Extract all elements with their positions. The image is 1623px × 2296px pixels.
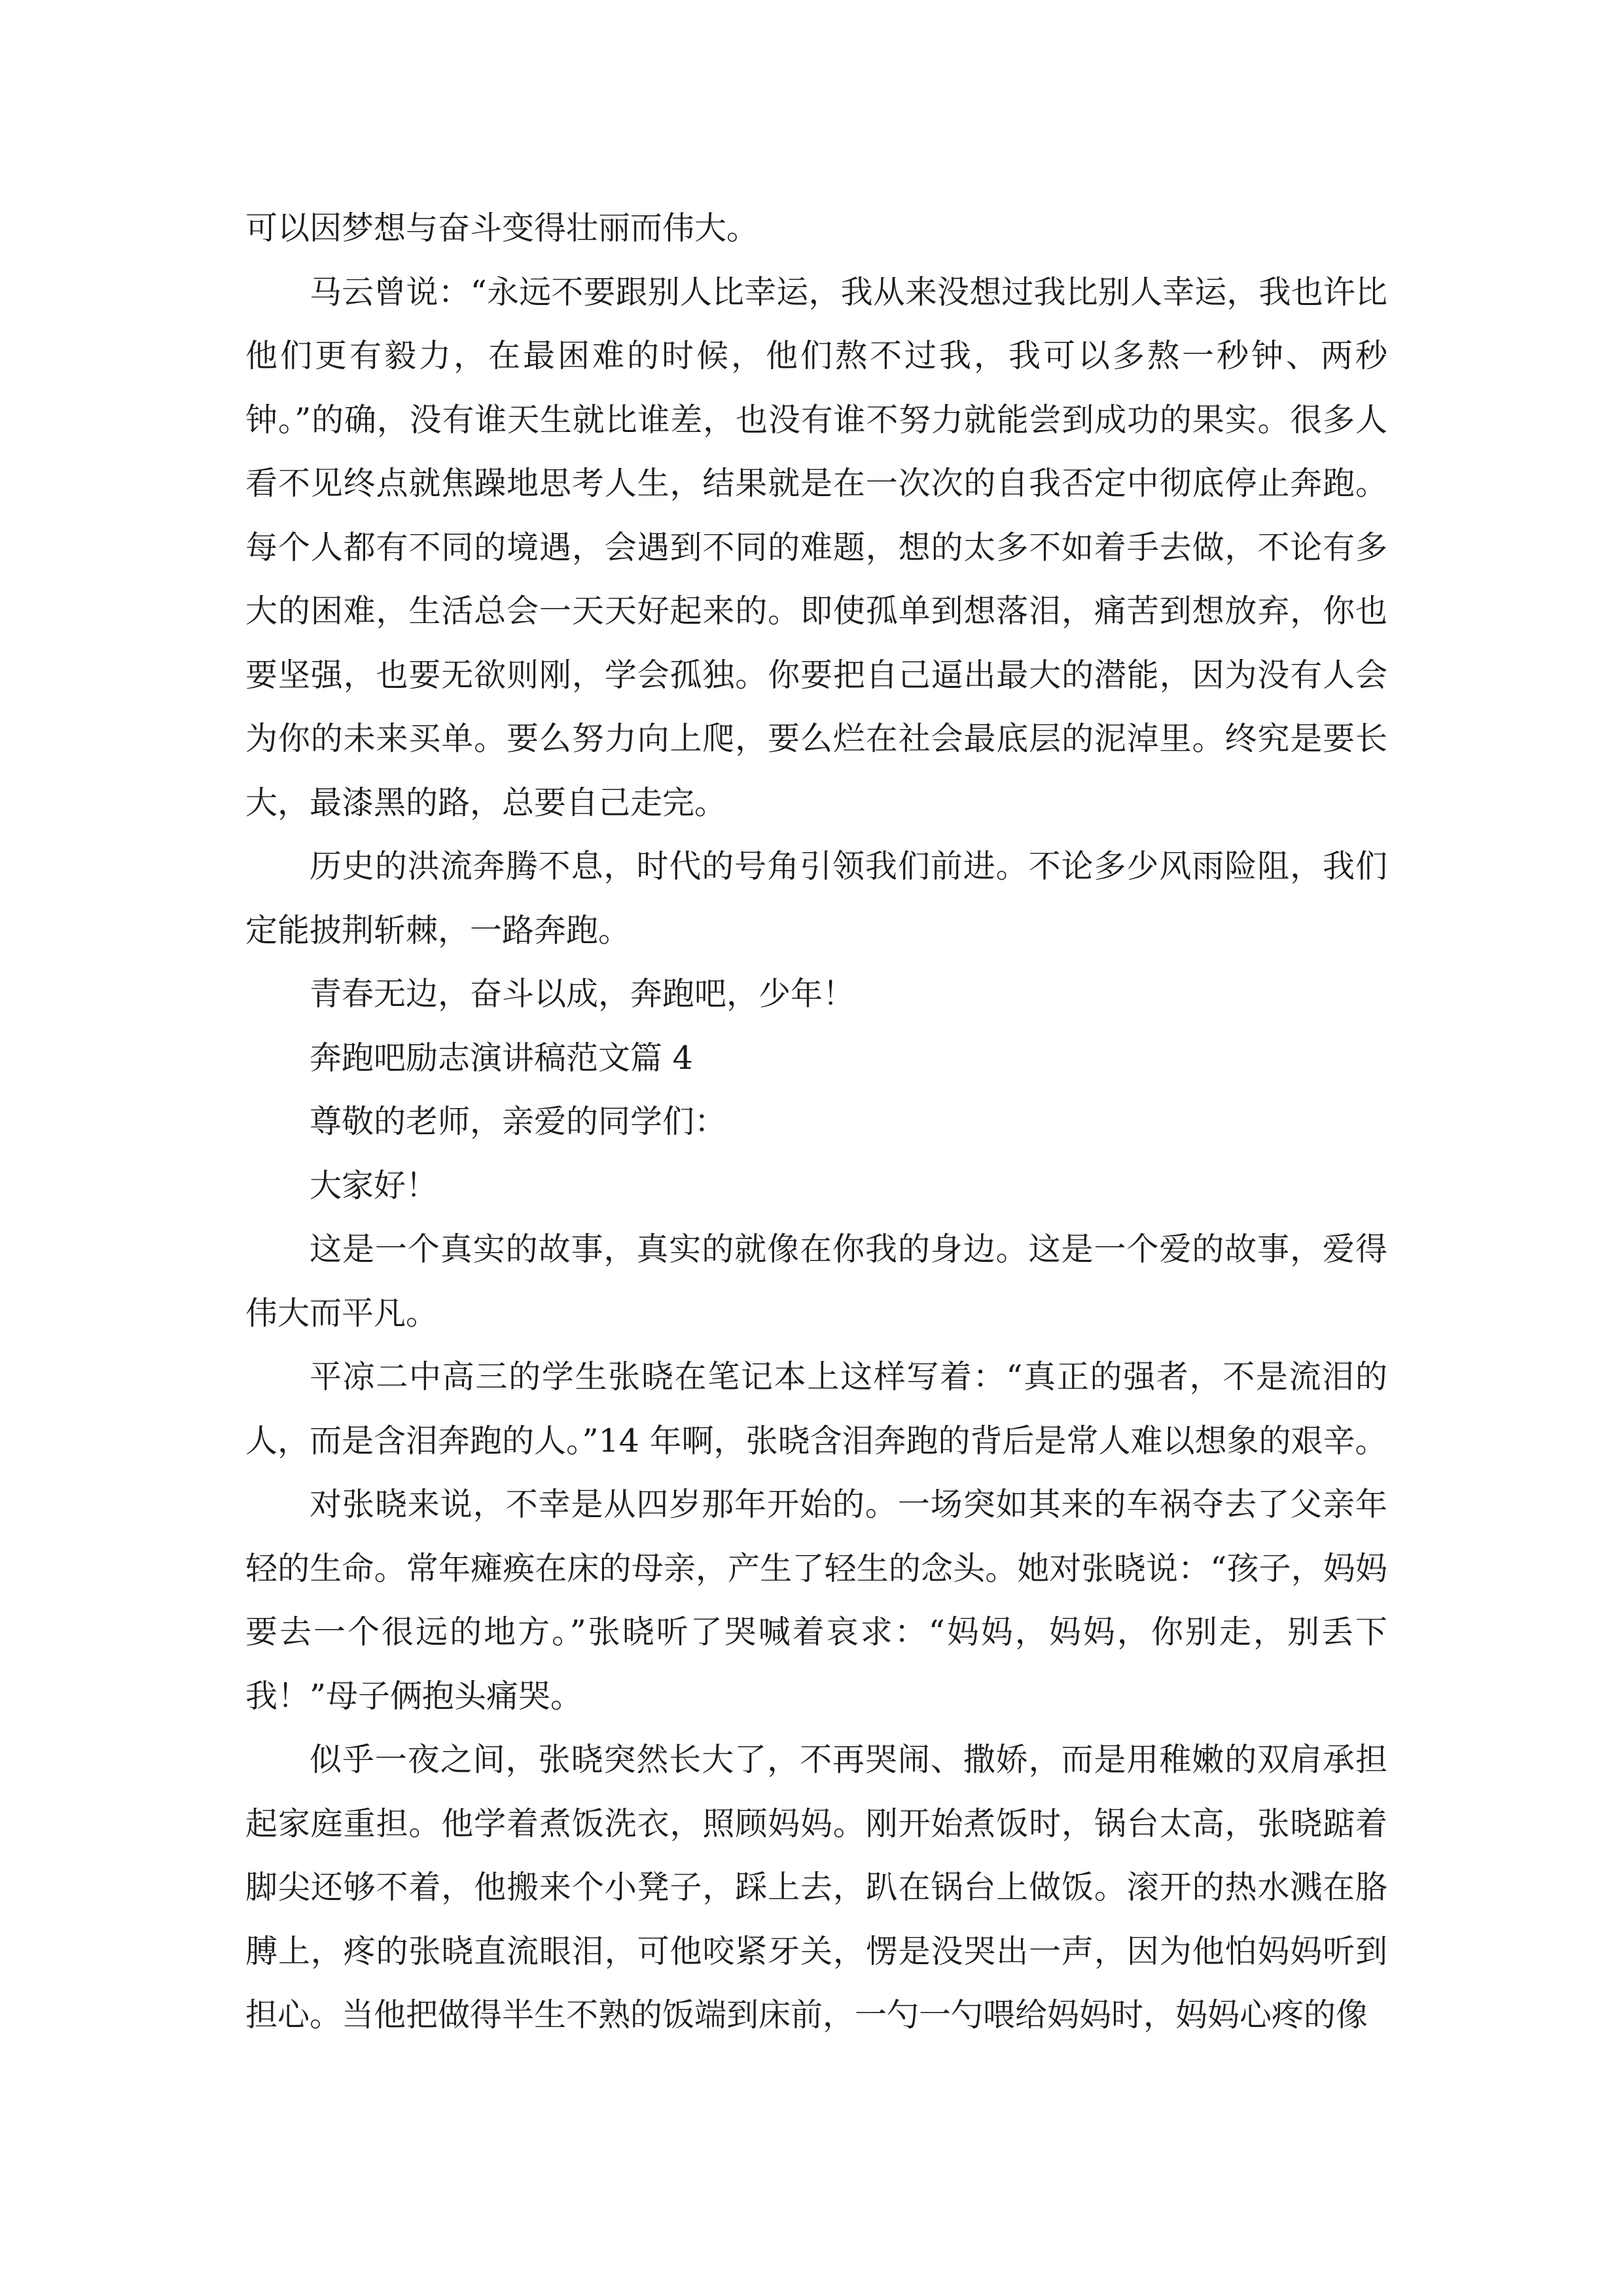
document-body [245,196,1387,2047]
paragraph-greeting: 大家好！ [310,1166,438,1204]
paragraph-misfortune: 对张晓来说，不幸是从四岁那年开始的。一场突如其来的车祸夺去了父亲年轻的生命。常年瘫痪在床的母亲，产生了轻生的念头。她对张晓说：“孩子，妈妈要去一个很远的地方。”张晓听了哭喊着哀求：“妈妈，妈妈，你别走，别丢下我！”母子俩抱头痛哭。 [245,1486,1387,1715]
paragraph-zhangxiao-notebook: 平凉二中高三的学生张晓在笔记本上这样写着：“真正的强者，不是流泪的人，而是含泪奔跑的人。”14 年啊，张晓含泪奔跑的背后是常人难以想象的艰辛。 [245,1358,1387,1460]
section-heading: 奔跑吧励志演讲稿范文篇 4 [310,1039,693,1077]
paragraph-growing-up: 似乎一夜之间，张晓突然长大了，不再哭闹、撒娇，而是用稚嫩的双肩承担起家庭重担。他学着煮饭洗衣，照顾妈妈。刚开始煮饭时，锅台太高，张晓踮着脚尖还够不着，他搬来个小凳子，踩上去，趴在锅台上做饭。滚开的热水溅在胳膊上，疼的张晓直流眼泪，可他咬紧牙关，愣是没哭出一声，因为他怕妈妈听到担心。当他把做得半生不熟的饭端到床前，一勺一勺喂给妈妈时，妈妈心疼的像 [245,1741,1387,2034]
paragraph-jack-ma-quote: 马云曾说：“永远不要跟别人比幸运，我从来没想过我比别人幸运，我也许比他们更有毅力，在最困难的时候，他们熬不过我，我可以多熬一秒钟、两秒钟。”的确，没有谁天生就比谁差，也没有谁不努力就能尝到成功的果实。很多人看不见终点就焦躁地思考人生，结果就是在一次次的自我否定中彻底停止奔跑。每个人都有不同的境遇，会遇到不同的难题，想的太多不如着手去做，不论有多大的困难，生活总会一天天好起来的。即使孤单到想落泪，痛苦到想放弃，你也要坚强，也要无欲则刚，学会孤独。你要把自己逼出最大的潜能，因为没有人会为你的未来买单。要么努力向上爬，要么烂在社会最底层的泥淖里。终究是要长大，最漆黑的路，总要自己走完。 [245,273,1387,821]
paragraph-youth-slogan: 青春无边，奋斗以成，奔跑吧，少年！ [310,975,855,1013]
paragraph-story-intro: 这是一个真实的故事，真实的就像在你我的身边。这是一个爱的故事，爱得伟大而平凡。 [245,1230,1387,1332]
paragraph-history: 历史的洪流奔腾不息，时代的号角引领我们前进。不论多少风雨险阻，我们定能披荆斩棘，一路奔跑。 [245,848,1387,949]
paragraph-salutation: 尊敬的老师，亲爱的同学们： [310,1103,727,1140]
paragraph-continuation: 可以因梦想与奋斗变得壮丽而伟大。 [245,209,759,247]
